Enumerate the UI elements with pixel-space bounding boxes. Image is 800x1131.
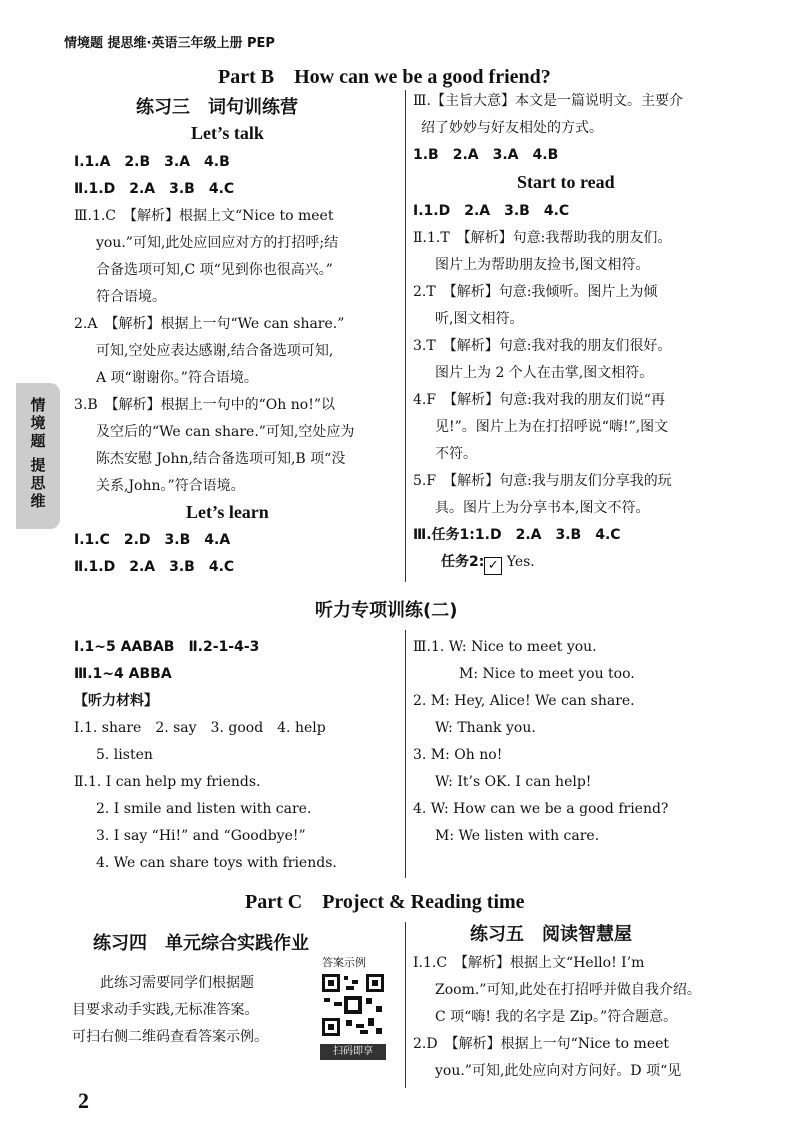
page-number: 2 — [78, 1088, 89, 1113]
answer-line: 2.A 【解析】根据上一句“We can share.” — [74, 316, 345, 332]
column-divider — [405, 630, 406, 878]
answer-line: 2. M: Hey, Alice! We can share. — [413, 693, 635, 709]
text-line: 可扫右侧二维码查看答案示例。 — [72, 1029, 268, 1045]
answer-line: Ⅲ.任务1:1.D 2.A 3.B 4.C — [413, 527, 621, 543]
side-tab-char: 题 — [30, 432, 46, 450]
answer-line: Ⅱ.1.D 2.A 3.B 4.C — [74, 181, 235, 197]
answer-line: 图片上为帮助朋友捡书,图文相符。 — [435, 257, 650, 273]
side-tab-char: 提 — [30, 456, 46, 474]
column-divider — [405, 922, 406, 1088]
right-column-answers — [413, 88, 683, 169]
side-tab — [16, 383, 60, 529]
checkbox-checked: ✓ — [484, 557, 502, 575]
answer-line: 具。图片上为分享书本,图文不符。 — [435, 500, 650, 516]
answer-line: Ⅲ.1~4 ABBA — [74, 666, 172, 682]
column-divider — [405, 90, 406, 582]
answer-line: Ⅰ.1.C 【解析】根据上文“Hello! I’m — [413, 955, 645, 971]
answer-line: Ⅲ.1. W: Nice to meet you. — [413, 639, 597, 655]
answer-line: Ⅱ.1. I can help my friends. — [74, 774, 261, 790]
answer-line: Zoom.”可知,此处在打招呼并做自我介绍。 — [435, 982, 701, 998]
answer-line: M: We listen with care. — [435, 828, 600, 844]
exercise-4-text — [72, 970, 268, 1051]
exercise-5-answers — [413, 950, 701, 1085]
task2-label: 任务2: — [441, 554, 485, 570]
answer-line: W: It’s OK. I can help! — [435, 774, 592, 790]
side-tab-char: 情 — [30, 396, 46, 414]
answer-line: Ⅲ.【主旨大意】本文是一篇说明文。主要介 — [413, 93, 683, 109]
task2-answer: Yes. — [506, 554, 535, 570]
answer-line: 2.T 【解析】句意:我倾听。图片上为倾 — [413, 284, 658, 300]
side-tab-char: 境 — [30, 414, 46, 432]
answer-line: 不符。 — [435, 446, 477, 462]
answer-line: 3. M: Oh no! — [413, 747, 503, 763]
answer-line: Ⅰ.1. share 2. say 3. good 4. help — [74, 720, 326, 736]
answer-line: 2.D 【解析】根据上一句“Nice to meet — [413, 1036, 670, 1052]
answer-line: W: Thank you. — [435, 720, 536, 736]
running-header: 情境题 提思维·英语三年级上册 PEP — [64, 36, 275, 51]
answer-line: 4.F 【解析】句意:我对我的朋友们说“再 — [413, 392, 665, 408]
answer-line: 及空后的“We can share.”可知,空处应为 — [96, 424, 355, 440]
qr-scan-label: 扫码即享 — [320, 1044, 386, 1060]
side-tab-char: 思 — [30, 474, 46, 492]
listening-title: 听力专项训练(二) — [315, 600, 458, 621]
text-line: 目要求动手实践,无标准答案。 — [72, 1002, 259, 1018]
answer-line: 符合语境。 — [96, 289, 166, 305]
answer-line: Ⅰ.1.C 2.D 3.B 4.A — [74, 532, 231, 548]
answer-line: Ⅱ.1.T 【解析】句意:我帮助我的朋友们。 — [413, 230, 672, 246]
exercise-4-title: 练习四 单元综合实践作业 — [93, 933, 309, 954]
answer-line: 3.T 【解析】句意:我对我的朋友们很好。 — [413, 338, 672, 354]
answer-line: 5. listen — [96, 747, 153, 763]
answer-line: 听,图文相符。 — [435, 311, 524, 327]
answer-line: 5.F 【解析】句意:我与朋友们分享我的玩 — [413, 473, 672, 489]
answer-line: 合备选项可知,C 项“见到你也很高兴。” — [96, 262, 333, 278]
answer-line: 1.B 2.A 3.A 4.B — [413, 147, 559, 163]
answer-line: Ⅰ.1.D 2.A 3.B 4.C — [413, 203, 570, 219]
answer-line: Ⅱ.1.D 2.A 3.B 4.C — [74, 559, 235, 575]
answer-line: you.”可知,此处应向对方问好。D 项“见 — [435, 1063, 682, 1079]
part-c-title: Part C Project & Reading time — [245, 891, 525, 913]
answer-line: 3. I say “Hi!” and “Goodbye!” — [96, 828, 306, 844]
text-line: 此练习需要同学们根据题 — [100, 975, 254, 991]
answer-line: 4. We can share toys with friends. — [96, 855, 337, 871]
answer-line: C 项“嗨! 我的名字是 Zip。”符合题意。 — [435, 1009, 678, 1025]
answer-line: Ⅰ.1~5 AABAB Ⅱ.2-1-4-3 — [74, 639, 260, 655]
answer-line: 绍了妙妙与好友相处的方式。 — [421, 120, 603, 136]
part-b-title: Part B How can we be a good friend? — [218, 66, 551, 88]
lets-talk-answers — [74, 149, 354, 500]
side-tab-char: 维 — [30, 492, 46, 510]
start-to-read-answers — [413, 198, 672, 576]
answer-line: Ⅲ.1.C 【解析】根据上文“Nice to meet — [74, 208, 334, 224]
answer-line: 可知,空处应表达感谢,结合备选项可知, — [96, 343, 334, 359]
answer-line: 2. I smile and listen with care. — [96, 801, 312, 817]
answer-line: M: Nice to meet you too. — [459, 666, 635, 682]
answer-line: 陈杰安慰 John,结合备选项可知,B 项“没 — [96, 451, 346, 467]
answer-line: 图片上为 2 个人在击掌,图文相符。 — [435, 365, 654, 381]
answer-line: 见!”。图片上为在打招呼说“嗨!”,图文 — [435, 419, 669, 435]
qr-code-icon[interactable] — [320, 972, 386, 1038]
answer-line — [413, 549, 672, 576]
answer-example-label: 答案示例 — [322, 956, 366, 969]
answer-line: 【听力材料】 — [74, 693, 158, 709]
lets-learn-title: Let’s learn — [186, 502, 269, 522]
exercise-5-title: 练习五 阅读智慧屋 — [470, 924, 632, 945]
start-to-read-title: Start to read — [517, 172, 615, 192]
qr-pattern — [320, 972, 386, 1038]
answer-line: you.”可知,此处应回应对方的打招呼;结 — [96, 235, 339, 251]
answer-line: 关系,John。”符合语境。 — [96, 478, 245, 494]
answer-line: 4. W: How can we be a good friend? — [413, 801, 669, 817]
answer-line: Ⅰ.1.A 2.B 3.A 4.B — [74, 154, 230, 170]
exercise-3-title: 练习三 词句训练营 — [136, 97, 298, 118]
lets-learn-answers — [74, 527, 234, 581]
listening-right — [413, 634, 668, 850]
lets-talk-title: Let’s talk — [191, 123, 264, 143]
answer-line: A 项“谢谢你。”符合语境。 — [96, 370, 258, 386]
answer-line: 3.B 【解析】根据上一句中的“Oh no!”以 — [74, 397, 335, 413]
listening-left — [74, 634, 337, 877]
